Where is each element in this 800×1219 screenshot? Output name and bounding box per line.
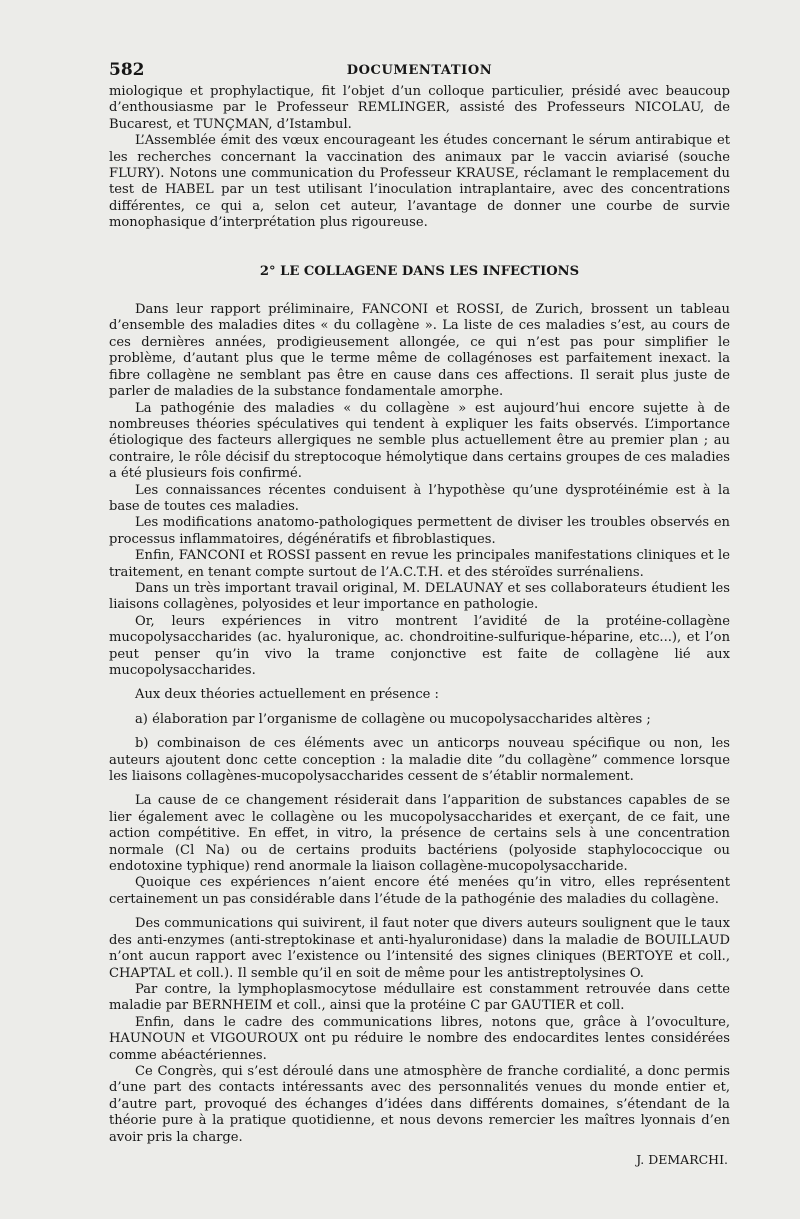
paragraph: Or, leurs expériences in vitro montrent l’avidité de la protéine-collagène mucopolysaccharides (ac. hyaluronique, ac. chondroitine-sulfurique-héparine, etc...), et l’on peut penser qu’in vivo la trame conjonctive est faite de collagène lié aux mucopolysaccharides. xyxy=(109,613,730,678)
running-title: DOCUMENTATION xyxy=(346,63,493,78)
paragraph: Enfin, FANCONI et ROSSI passent en revue les principales manifestations cliniques et le traitement, en tenant compte surtout de l’A.C.T.H. et des stéroïdes surrénaliens. xyxy=(109,548,730,580)
article-body xyxy=(109,84,730,1168)
paragraph: Dans un très important travail original, M. DELAUNAY et ses collaborateurs étudient les liaisons collagènes, polyosides et leur importance en pathologie. xyxy=(109,580,730,613)
page-header xyxy=(109,60,730,84)
paragraph: Des communications qui suivirent, il faut noter que divers auteurs soulignent que le taux des anti-enzymes (anti-streptokinase et anti-hyaluronidase) dans la maladie de BOUILLAUD n’ont aucun rapport avec l’existence ou l’intensité des signes cliniques (BERTOYE et coll., CHAPTAL et coll.). Il semble qu’il en soit de même pour les antistreptolysines O. xyxy=(109,916,730,981)
paragraph: Enfin, dans le cadre des communications libres, notons que, grâce à l’ovoculture, HAUNOUN et VIGOUROUX ont pu réduire le nombre des endocardites lentes considérées comme abéactériennes. xyxy=(109,1014,730,1063)
paragraph: La cause de ce changement résiderait dans l’apparition de substances capables de se lier également avec le collagène ou les mucopolysaccharides et exerçant, de ce fait, une action compétitive. En effet, in vitro, la présence de certains sels à une concentration normale (Cl Na) ou de certains produits bactériens (polyoside staphylococcique ou endotoxine typhique) rend anormale la liaison collagène-mucopolysaccharide. xyxy=(109,793,730,875)
paragraph: La pathogénie des maladies « du collagène » est aujourd’hui encore sujette à de nombreuses théories spéculatives qui tendent à expliquer les faits observés. L’importance étiologique des facteurs allergiques ne semble plus actuellement être au premier plan ; au contraire, le rôle décisif du streptocoque hémolytique dans certains groupes de ces maladies a été plusieurs fois confirmé. xyxy=(109,400,730,482)
paragraph: Quoique ces expériences n’aient encore été menées qu’in vitro, elles représentent certainement un pas considérable dans l’étude de la pathogénie des maladies du collagène. xyxy=(109,875,730,907)
list-item: b) combinaison de ces éléments avec un anticorps nouveau spécifique ou non, les auteurs ajoutent donc cette conception : la maladie dite ”du collagène” commence lorsque les liaisons collagènes-mucopolysaccharides cessent de s’établir normalement. xyxy=(109,736,730,785)
paragraph: Les modifications anatomo-pathologiques permettent de diviser les troubles observés en processus inflammatoires, dégénératifs et fibroblastiques. xyxy=(109,515,730,547)
paragraph: L’Assemblée émit des vœux encourageant les études concernant le sérum antirabique et les recherches concernant la vaccination des animaux par le vaccin aviarisé (souche FLURY). Notons une communication du Professeur KRAUSE, réclamant le remplacement du test de HABEL par un test utilisant l’inoculation intraplantaire, avec des concentrations différentes, ce qui a, selon cet auteur, l’avantage de donner une courbe de survie monophasique d’interprétation plus rigoureuse. xyxy=(109,133,730,231)
paragraph: Dans leur rapport préliminaire, FANCONI et ROSSI, de Zurich, brossent un tableau d’ensemble des maladies dites « du collagène ». La liste de ces maladies s’est, au cours de ces dernières années, prodigieusement allongée, ce qui n’est pas pour simplifier le problème, d’autant plus que le terme même de collagénoses est parfaitement inexact. la fibre collagène ne semblant pas être en cause dans ces affections. Il serait plus juste de parler de maladies de la substance fondamentale amorphe. xyxy=(109,302,730,400)
paragraph: miologique et prophylactique, fit l’objet d’un colloque particulier, présidé avec beaucoup d’enthousiasme par le Professeur REMLINGER, assisté des Professeurs NICOLAU, de Bucarest, et TUNÇMAN, d’Istambul. xyxy=(109,84,730,132)
paragraph: Par contre, la lymphoplasmocytose médullaire est constamment retrouvée dans cette maladie par BERNHEIM et coll., ainsi que la protéine C par GAUTIER et coll. xyxy=(109,981,730,1014)
section-heading: 2° LE COLLAGENE DANS LES INFECTIONS xyxy=(259,263,580,279)
page-number: 582 xyxy=(109,60,145,80)
paragraph: Aux deux théories actuellement en présence : xyxy=(135,687,439,703)
list-item: a) élaboration par l’organisme de collagène ou mucopolysaccharides altères ; xyxy=(135,711,651,727)
author-signature: J. DEMARCHI. xyxy=(636,1151,728,1167)
paragraph: Ce Congrès, qui s’est déroulé dans une atmosphère de franche cordialité, a donc permis d’une part des contacts intéressants avec des personnalités venues du monde entier et, d’autre part, provoqué des échanges d’idées dans différents domaines, s’étendant de la théorie pure à la pratique quotidienne, et nous devons remercier les maîtres lyonnais d’en avoir pris la charge. xyxy=(109,1063,730,1145)
paragraph: Les connaissances récentes conduisent à l’hypothèse qu’une dysprotéinémie est à la base de toutes ces maladies. xyxy=(109,482,730,514)
